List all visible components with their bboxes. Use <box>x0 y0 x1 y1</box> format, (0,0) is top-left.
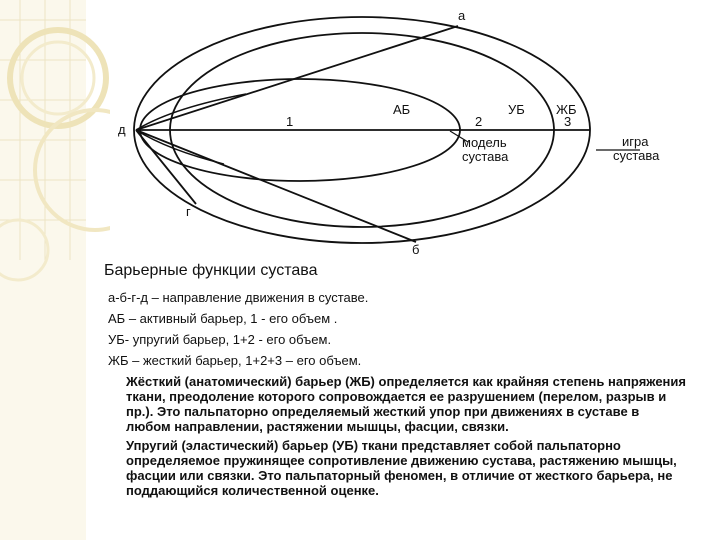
joint-barrier-diagram <box>0 0 720 260</box>
hard-barrier-paragraph: Жёсткий (анатомический) барьер (ЖБ) определяется как крайняя степень напряжения ткани, преодоление которого сопровождается ее разрушением (перелом, разрыв и пр.). Это пальпаторно определяемый жесткий упор при движениях в суставе в любом направлении, растяжении мышцы, фасции, связки. <box>126 374 686 434</box>
label-g: г <box>186 204 191 219</box>
elastic-barrier-text: УБ- упругий барьер, 1+2 - его объем. <box>108 332 332 347</box>
label-ub: УБ <box>508 102 525 117</box>
direction-line-text: а-б-г-д – направление движения в суставе. <box>108 290 369 305</box>
label-d: д <box>118 122 126 137</box>
label-model-line2: сустава <box>462 149 509 164</box>
label-3: 3 <box>564 114 572 129</box>
label-b: б <box>412 242 420 257</box>
label-zhb: ЖБ <box>556 102 577 117</box>
label-2: 2 <box>475 114 483 129</box>
active-barrier-text: АБ – активный барьер, 1 - его объем . <box>108 311 338 326</box>
text-block <box>104 262 704 498</box>
label-play-line1: игра <box>622 134 649 149</box>
label-a: а <box>458 8 466 23</box>
hard-barrier-text: ЖБ – жесткий барьер, 1+2+3 – его объем. <box>108 353 362 368</box>
label-1: 1 <box>286 114 294 129</box>
label-play-line2: сустава <box>613 148 660 163</box>
label-model-line1: модель <box>462 135 507 150</box>
slide-title: Барьерные функции сустава <box>104 262 318 279</box>
label-ab: АБ <box>393 102 411 117</box>
elastic-barrier-paragraph: Упругий (эластический) барьер (УБ) ткани представляет собой пальпаторно определяемое пружинящее сопротивление движению сустава, растяжению мышцы, фасции или связки. Это пальпаторный феномен, в отличие от жесткого барьера, не поддающийся количественной оценке. <box>126 438 677 498</box>
direction-line-b <box>136 130 416 242</box>
